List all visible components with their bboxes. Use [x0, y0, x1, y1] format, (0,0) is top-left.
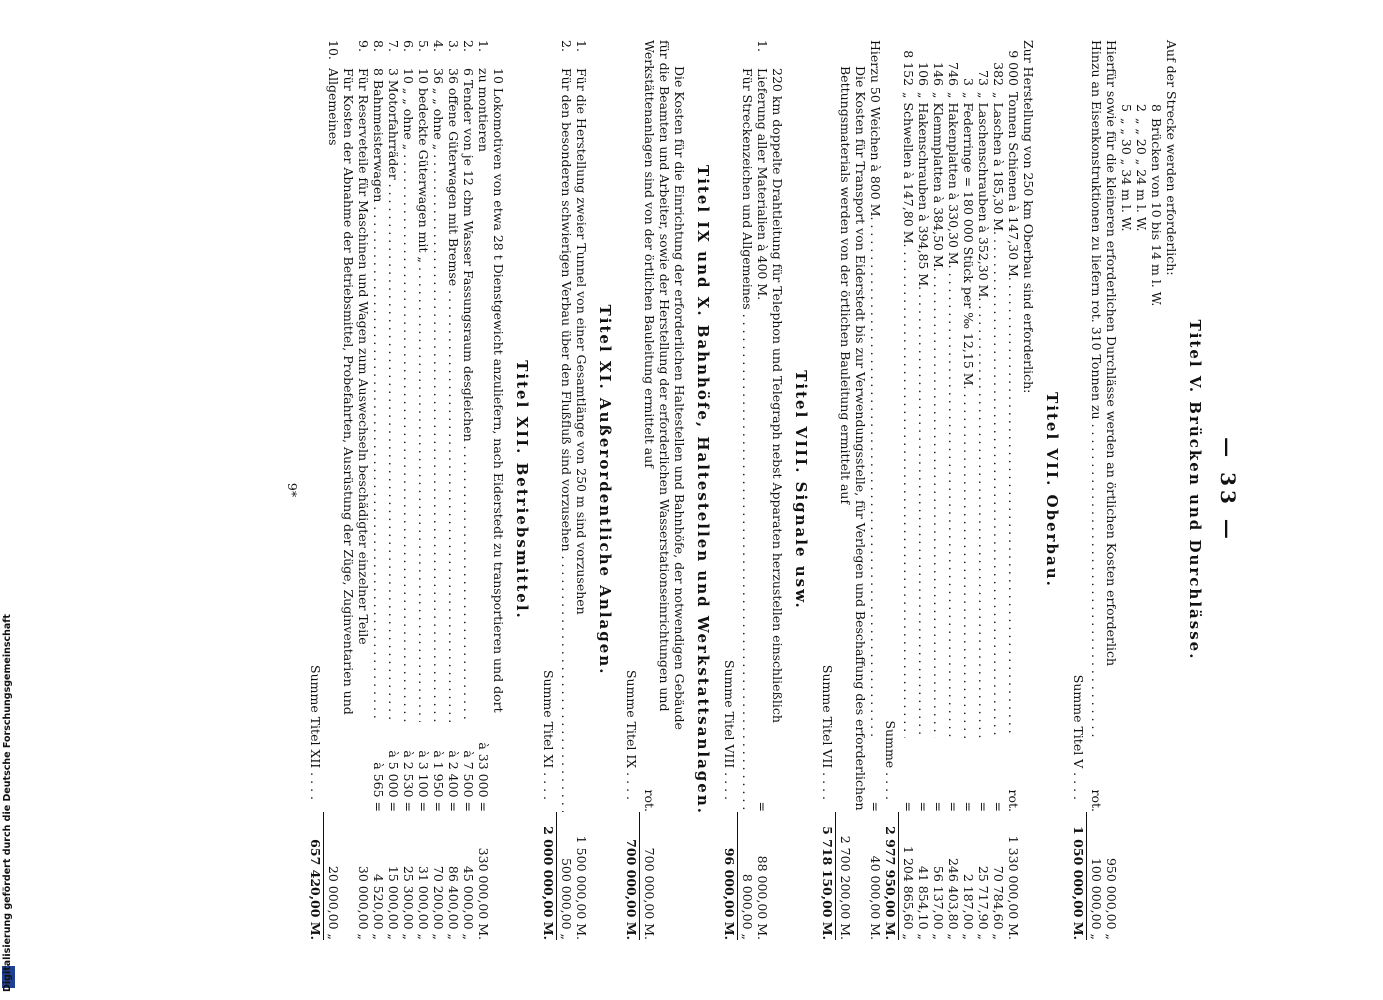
- table-row: [946, 40, 961, 940]
- table-row: [326, 40, 356, 940]
- item-mid: =: [916, 801, 931, 812]
- item-text: 3 Motorfahrräder . . .: [386, 68, 401, 722]
- section-titel-xii: [308, 40, 531, 940]
- section-intro: Zur Herstellung von 250 km Oberbau sind erforderlich:: [1021, 40, 1036, 394]
- section-titel-viii: [722, 40, 810, 940]
- item-mid: rot.: [1006, 789, 1021, 812]
- item-mid: =: [946, 801, 961, 812]
- table-row: [401, 40, 416, 940]
- section-titel-xi: [541, 40, 614, 940]
- table-row: [931, 40, 946, 940]
- item-qty: 8 152: [901, 50, 916, 86]
- item-amount: 25 300,00 „: [401, 865, 416, 940]
- item-amount: 20 000,00 „: [326, 865, 341, 940]
- cost-line: [642, 40, 687, 940]
- line-amount: 950 000,00 „: [1104, 857, 1119, 940]
- list-item: [1149, 40, 1164, 940]
- table-row: [916, 40, 931, 940]
- cost-line: [1089, 40, 1104, 940]
- sum-amount: 657 420,00 M.: [308, 812, 324, 940]
- section-sum: [308, 40, 324, 940]
- cost-line: [868, 40, 883, 940]
- digitization-credit: [0, 0, 18, 1000]
- item-text: 10 Lokomotiven von etwa 28 t Dienstgewicht anzuliefern, nach Eiderstedt zu transportieren und dort zu montieren: [476, 68, 506, 713]
- item-qty: 106: [916, 62, 931, 86]
- item-mid: =: [991, 801, 1006, 812]
- table-row: [386, 40, 401, 940]
- item-number: 5.: [416, 40, 431, 52]
- item-mid: à 7 500 =: [461, 750, 476, 812]
- item-amount: 45 000,00 „: [461, 865, 476, 940]
- list-item: [1119, 40, 1134, 940]
- cost-line: [740, 40, 755, 940]
- section-heading: Titel VII. Oberbau.: [1043, 392, 1061, 588]
- section-sum: [1071, 40, 1087, 940]
- item-amount: 1 204 865,60 „: [901, 846, 916, 940]
- section-heading: Titel XII. Betriebsmittel.: [513, 360, 531, 620]
- table-row: [901, 40, 916, 940]
- cost-line: [838, 40, 868, 940]
- item-mid: =: [976, 801, 991, 812]
- item-mid: à 565 =: [371, 762, 386, 812]
- item-number: 4.: [431, 40, 446, 52]
- item-amount: 70 200,00 „: [431, 865, 446, 940]
- item-amount: 86 400,00 „: [446, 865, 461, 940]
- item-qty: 746: [946, 62, 961, 86]
- item-amount: 330 000,00 M.: [476, 847, 491, 940]
- item-amount: 2 187,00 „: [961, 873, 976, 940]
- sum-label: Summe Titel IX . . . .: [624, 669, 639, 800]
- line-mid: =: [868, 801, 883, 812]
- sum-amount: 1 050 000,00 M.: [1071, 812, 1087, 940]
- item-amount: 4 520,00 „: [371, 873, 386, 940]
- table-row: [991, 40, 1006, 940]
- section-titel-ix-x: [624, 40, 712, 940]
- item-qty: 3: [961, 78, 976, 86]
- sum-amount: 700 000,00 M.: [624, 812, 640, 940]
- item-amount: 1 500 000,00 M.: [574, 835, 589, 940]
- item-amount: 25 717,90 „: [976, 865, 991, 940]
- item-number: 1.: [574, 40, 589, 52]
- subtotal-label: Summe . . . .: [883, 720, 898, 800]
- item-amount: 500 000,00 „: [559, 857, 574, 940]
- item-amount: 30 000,00 „: [356, 865, 371, 940]
- item-text: „ Hakenschrauben à 394,85 M. . . .: [916, 86, 931, 738]
- credit-text: Digitalisierung gefördert durch die Deutsche Forschungsgemeinschaft: [2, 614, 13, 992]
- item-number: 2.: [461, 40, 476, 52]
- item-mid: à 2 400 =: [446, 750, 461, 812]
- item-qty: 73: [976, 70, 991, 86]
- item-amount: 70 784,60 „: [991, 865, 1006, 940]
- item-mid: =: [901, 801, 916, 812]
- table-row: [416, 40, 431, 940]
- list-item: [1134, 40, 1149, 940]
- section-titel-v: [1071, 40, 1204, 940]
- table-row: [461, 40, 476, 940]
- table-row: [356, 40, 371, 940]
- cost-line: [755, 40, 785, 940]
- item-amount: 1 330 000,00 M.: [1006, 835, 1021, 940]
- sum-label: Summe Titel XI . . . .: [541, 669, 556, 800]
- item-amount: 246 403,80 „: [946, 857, 961, 940]
- line-text: Die Kosten für die Einrichtung der erforderlichen Haltestellen und Bahnhöfe, der notwendigen Gebäude für die Beamten und Arbeiter, sowie der Herstellung der erforderlichen Wasserstationseinrichtungen und Werkstättenanlagen sind von der örtlichen Bauleitung ermittelt auf: [642, 40, 687, 730]
- item-text: Brücken von 10 bis 14 m l. W.: [1149, 118, 1164, 307]
- section-sum: [624, 40, 640, 940]
- item-count: 5: [1119, 104, 1134, 112]
- item-number: 1.: [476, 40, 491, 52]
- item-text: „ Federringe = 180 000 Stück per ‰ 12,15 M. . . .: [961, 86, 976, 738]
- item-amount: 88 000,00 M.: [755, 855, 770, 940]
- line-mid: rot.: [1089, 789, 1104, 812]
- line-text: Die Kosten für Transport von Eiderstedt bis zur Verwendungsstelle, für Verlegen und Beschaffung des erforderlichen Bettungsmaterials werden von der örtlichen Bauleitung ermittelt auf: [838, 66, 868, 811]
- section-intro: Auf der Strecke werden erforderlich:: [1164, 40, 1179, 276]
- subtotal-amount: 2 977 950,00 M.: [883, 812, 899, 940]
- item-text: „ Klemmplatten à 384,50 M. . . .: [931, 86, 946, 738]
- section-sum: [722, 40, 738, 940]
- table-row: [961, 40, 976, 940]
- section-sum: [820, 40, 836, 940]
- signature-mark: 9*: [285, 482, 300, 498]
- section-subtotal: [883, 40, 899, 940]
- item-count: 2: [1134, 104, 1149, 112]
- item-mid: à 2 530 =: [401, 750, 416, 812]
- item-mid: à 33 000 =: [476, 742, 491, 812]
- item-amount: 56 137,00 „: [931, 865, 946, 940]
- item-text: Für den besonderen schwierigen Verbau über den Flußfluß sind vorzusehen . . .: [559, 68, 574, 812]
- section-heading: Titel VIII. Signale usw.: [792, 370, 810, 610]
- item-text: „ Laschen à 185,30 M. . . .: [991, 86, 1006, 738]
- table-row: [976, 40, 991, 940]
- item-mid: à 5 000 =: [386, 750, 401, 812]
- section-heading: Titel IX und X. Bahnhöfe, Haltestellen und Werkstattsanlagen.: [694, 165, 712, 815]
- item-mid: à 1 950 =: [431, 750, 446, 812]
- item-mid: =: [961, 801, 976, 812]
- item-text: „ Hakenplatten à 330,30 M. . . .: [946, 86, 961, 738]
- line-amount: 100 000,00 „: [1089, 857, 1104, 940]
- item-text: 6 Tender von je 12 cbm Wasser Fassungsraum desgleichen . . .: [461, 68, 476, 722]
- item-text: 220 km doppelte Drahtleitung für Telephon und Telegraph nebst Apparaten herzustellen einschließlich Lieferung aller Materialien à 400 M.: [755, 68, 785, 723]
- line-amount: 2 700 200,00 M.: [838, 835, 853, 940]
- item-mid: =: [931, 801, 946, 812]
- table-row: [371, 40, 386, 940]
- item-text: „ Schwellen à 147,80 M. . . .: [901, 86, 916, 738]
- item-mid: à 3 100 =: [416, 750, 431, 812]
- item-mid: =: [755, 801, 770, 812]
- item-number: 9.: [356, 40, 371, 52]
- item-count: 8: [1149, 104, 1164, 112]
- item-qty: 146: [931, 62, 946, 86]
- item-text: 36 „ „ ohne „ . . .: [431, 68, 446, 722]
- item-number: 2.: [559, 40, 574, 52]
- line-amount: 8 000,00 „: [740, 873, 755, 940]
- item-text: 36 offene Güterwagen mit Bremse . . .: [446, 68, 461, 722]
- sum-label: Summe Titel VII . . . .: [820, 664, 835, 800]
- item-number: 10.: [326, 40, 341, 60]
- sum-amount: 2 000 000,00 M.: [541, 812, 557, 940]
- item-amount: 41 854,10 „: [916, 865, 931, 940]
- line-text: Hierfür sowie für die kleineren erforderlichen Durchlässe werden an örtlichen Kosten erforderlich: [1104, 40, 1119, 667]
- item-number: 7.: [386, 40, 401, 52]
- section-heading: Titel XI. Außerordentliche Anlagen.: [596, 304, 614, 676]
- section-sum: [541, 40, 557, 940]
- item-text: 8 Bahnmeisterwagen . . .: [371, 68, 386, 722]
- item-text: 10 bedeckte Güterwagen mit „ . . .: [416, 68, 431, 722]
- item-qty: 382: [991, 62, 1006, 86]
- item-number: 3.: [446, 40, 461, 52]
- section-titel-vii: [820, 40, 1061, 940]
- line-text: Für Streckenzeichen und Allgemeines . . .: [740, 68, 755, 812]
- item-text: Tonnen Schienen à 147,30 M. . . .: [1006, 86, 1021, 738]
- line-amount: 700 000,00 M.: [642, 847, 657, 940]
- item-text: Für Reserveteile für Maschinen und Wagen zum Auswechseln beschädigter einzelner Teile: [356, 68, 371, 645]
- item-qty: 9 000: [1006, 50, 1021, 86]
- line-mid: rot.: [642, 789, 657, 812]
- item-text: „ Laschenschrauben à 352,30 M. . . .: [976, 86, 991, 738]
- section-heading: Titel V. Brücken und Durchlässe.: [1186, 319, 1204, 661]
- page-number: — 33 —: [1216, 437, 1240, 543]
- cost-line: [1104, 40, 1119, 940]
- line-text: Hinzu an Eisenkonstruktionen zu liefern rot. 310 Tonnen zu . . .: [1089, 40, 1104, 738]
- document-page: [90, 40, 1240, 940]
- line-text: Hierzu 50 Weichen à 800 M. . . .: [868, 40, 883, 738]
- sum-amount: 96 000,00 M.: [722, 812, 738, 940]
- item-number: 1.: [755, 40, 770, 52]
- item-number: 8.: [371, 40, 386, 52]
- sum-label: Summe Titel VIII . . . .: [722, 659, 737, 800]
- sum-amount: 5 718 150,00 M.: [820, 812, 836, 940]
- line-amount: 40 000,00 M.: [868, 855, 883, 940]
- sum-label: Summe Titel XII . . . .: [308, 665, 323, 800]
- cost-line: [574, 40, 589, 940]
- item-text: „ „ 30 „ 34 m l. W.: [1119, 118, 1134, 232]
- item-number: 6.: [401, 40, 416, 52]
- item-amount: 31 000,00 „: [416, 865, 431, 940]
- item-text: Für Kosten der Abnahme der Betriebsmittel, Probefahrten, Ausrüstung der Züge, Zuginventarien und Allgemeines: [326, 68, 356, 715]
- table-row: [1006, 40, 1021, 940]
- item-text: Für die Herstellung zweier Tunnel von einer Gesamtlänge von 250 m sind vorzusehen: [574, 68, 589, 615]
- sum-label: Summe Titel V . . . .: [1071, 674, 1086, 800]
- item-text: 10 „ „ ohne „ . . .: [401, 68, 416, 722]
- table-row: [446, 40, 461, 940]
- table-row: [476, 40, 506, 940]
- cost-line: [559, 40, 574, 940]
- item-amount: 15 000,00 „: [386, 865, 401, 940]
- table-row: [431, 40, 446, 940]
- item-text: „ „ 20 „ 24 m l. W.: [1134, 118, 1149, 232]
